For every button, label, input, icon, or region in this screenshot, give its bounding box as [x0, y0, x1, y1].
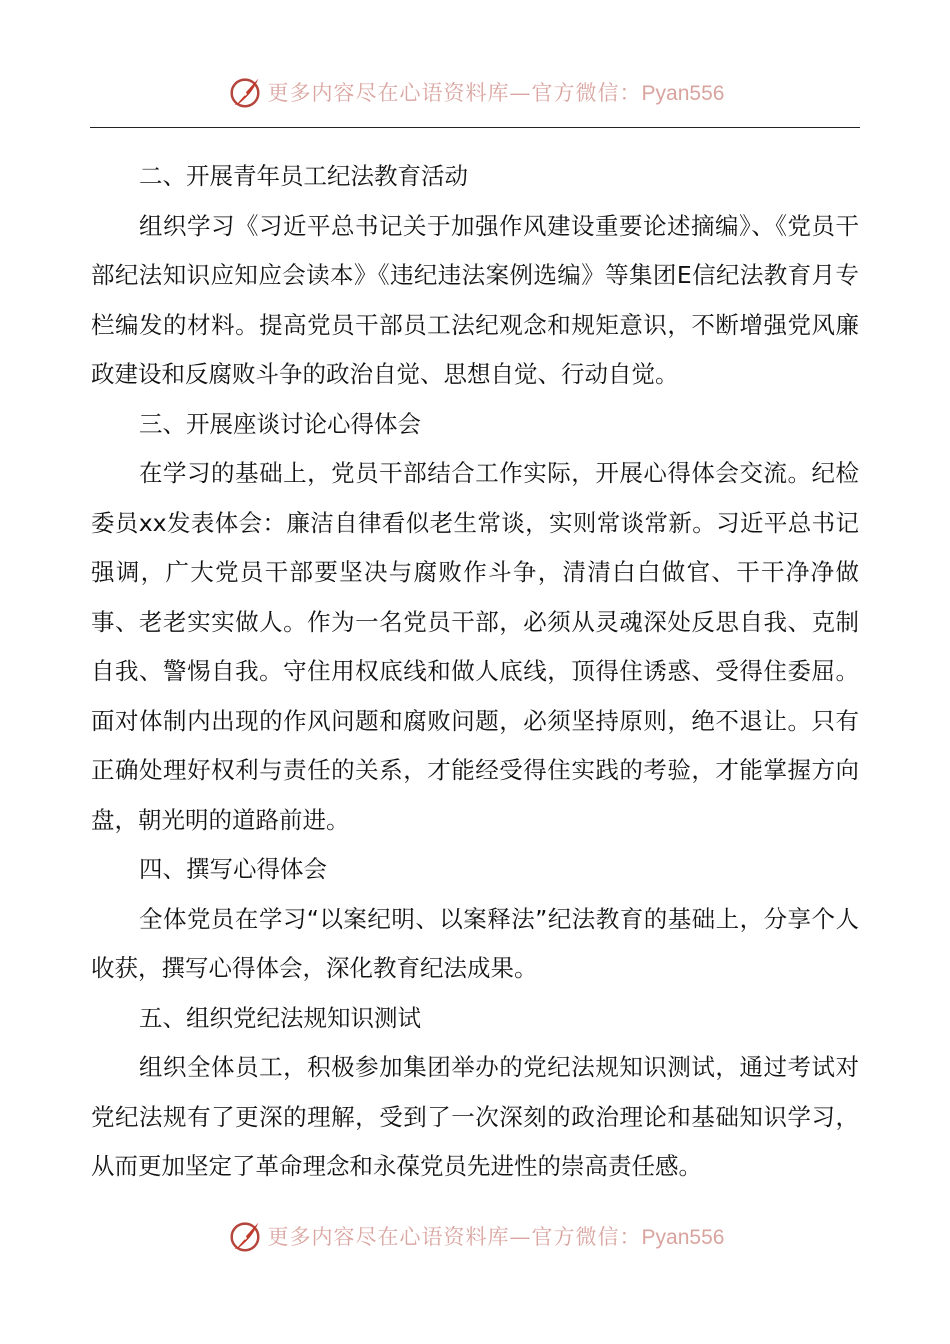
section-heading-2: 二、开展青年员工纪法教育活动 — [139, 162, 468, 190]
footer-banner-text: 更多内容尽在心语资料库—官方微信：Pyan556 — [267, 1225, 725, 1249]
header-banner-text: 更多内容尽在心语资料库—官方微信：Pyan556 — [267, 81, 725, 105]
pen-nib-logo-icon — [226, 1217, 264, 1255]
header-divider — [90, 127, 860, 128]
footer-wechat-id: Pyan556 — [641, 1226, 725, 1249]
section-paragraph-5: 组织全体员工，积极参加集团举办的党纪法规知识测试，通过考试对党纪法规有了更深的理解，受到了一次深刻的政治理论和基础知识学习，从而更加坚定了革命理念和永葆党员先进性的崇高责任感。 — [91, 1053, 859, 1180]
section-paragraph-2: 组织学习《习近平总书记关于加强作风建设重要论述摘编》、《党员干部纪法知识应知应会读本》《违纪违法案例选编》等集团E信纪法教育月专栏编发的材料。提高党员干部员工法纪观念和规矩意识，不断增强党风廉政建设和反腐败斗争的政治自觉、思想自觉、行动自觉。 — [91, 211, 859, 388]
section-heading-3: 三、开展座谈讨论心得体会 — [139, 409, 421, 438]
section-paragraph-3: 在学习的基础上，党员干部结合工作实际，开展心得体会交流。纪检委员xx发表体会：廉洁自律看似老生常谈，实则常谈常新。习近平总书记强调，广大党员干部要坚决与腐败作斗争，清清白白做官、干干净净做事、老老实实做人。作为一名党员干部，必须从灵魂深处反思自我、克制自我、警惕自我。守住用权底线和做人底线，顶得住诱惑、受得住委屈。面对体制内出现的作风问题和腐败问题，必须坚持原则，绝不退让。只有正确处理好权利与责任的关系，才能经受得住实践的考验，才能掌握方向盘，朝光明的道路前进。 — [91, 459, 859, 834]
document-body — [91, 152, 859, 1192]
section-heading-5: 五、组织党纪法规知识测试 — [139, 1003, 421, 1032]
footer-banner — [0, 1216, 950, 1256]
pen-nib-logo-icon — [226, 73, 264, 111]
header-banner — [0, 72, 950, 112]
section-paragraph-4: 全体党员在学习“以案纪明、以案释法”纪法教育的基础上，分享个人收获，撰写心得体会，深化教育纪法成果。 — [91, 904, 859, 982]
section-heading-4: 四、撰写心得体会 — [139, 855, 327, 883]
header-wechat-id: Pyan556 — [641, 82, 725, 105]
